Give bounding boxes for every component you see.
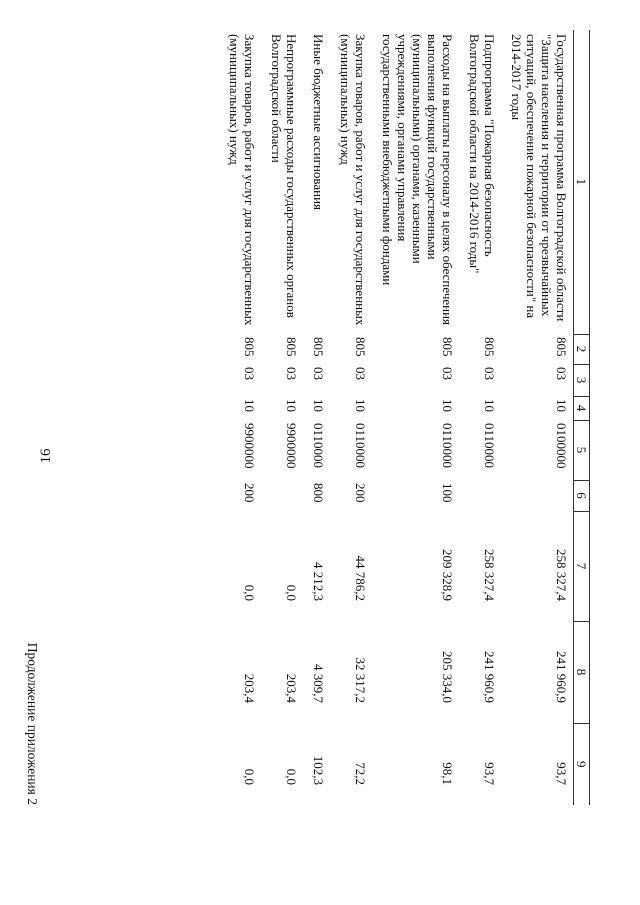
cell-code: 200 xyxy=(353,483,368,503)
cell-code: 0100000 xyxy=(554,423,569,469)
cell-code: 03 xyxy=(311,367,326,380)
table-row xyxy=(303,30,330,805)
cell-code: 10 xyxy=(554,399,569,412)
cell-value: 4 309,7 xyxy=(311,664,326,703)
cell-value: 72,2 xyxy=(353,762,368,785)
cell-value: 44 786,2 xyxy=(353,555,368,601)
cell-value: 4 212,3 xyxy=(311,562,326,601)
cell-value: 203,4 xyxy=(242,673,257,703)
cell-code: 805 xyxy=(482,337,497,357)
cell-value: 258 327,4 xyxy=(482,549,497,601)
column-header: 4 xyxy=(574,396,590,420)
table-row xyxy=(330,30,372,805)
row-name: Расходы на выплаты персоналу в целях обеспечения выполнения функций государственными (муниципальными) органами, казенными учреждениями, органами управления государственными внебюджетными фондами xyxy=(380,34,455,326)
cell-code: 9900000 xyxy=(242,423,257,469)
cell-value: 102,3 xyxy=(311,755,326,785)
cell-code: 805 xyxy=(284,337,299,357)
column-header: 5 xyxy=(574,420,590,480)
cell-code: 10 xyxy=(242,399,257,412)
column-header: 2 xyxy=(574,334,590,364)
cell-code: 100 xyxy=(440,483,455,503)
cell-value: 98,1 xyxy=(440,762,455,785)
cell-code: 805 xyxy=(554,337,569,357)
cell-code: 10 xyxy=(482,399,497,412)
cell-value: 205 334,0 xyxy=(440,651,455,703)
column-header: 6 xyxy=(574,480,590,511)
table-header xyxy=(574,30,590,805)
column-header: 9 xyxy=(574,723,590,805)
cell-code: 0110000 xyxy=(353,423,368,469)
cell-code: 03 xyxy=(242,367,257,380)
column-header: 8 xyxy=(574,621,590,723)
cell-value: 32 317,2 xyxy=(353,657,368,703)
cell-value: 93,7 xyxy=(554,762,569,785)
cell-code: 800 xyxy=(311,483,326,503)
cell-code: 805 xyxy=(353,337,368,357)
table-row xyxy=(372,30,459,805)
column-header: 3 xyxy=(574,364,590,396)
cell-code: 10 xyxy=(353,399,368,412)
cell-value: 241 960,9 xyxy=(482,651,497,703)
page-number: 16 xyxy=(38,448,54,464)
cell-code: 03 xyxy=(353,367,368,380)
cell-code: 10 xyxy=(440,399,455,412)
table-row xyxy=(219,30,261,805)
column-header: 1 xyxy=(574,30,590,334)
cell-value: 203,4 xyxy=(284,673,299,703)
cell-code: 03 xyxy=(440,367,455,380)
appendix-caption: Продолжение приложения 2 xyxy=(25,642,40,805)
budget-table xyxy=(219,30,590,805)
table-row xyxy=(501,30,574,805)
cell-code xyxy=(459,480,501,511)
row-name: Закупка товаров, работ и услуг для государственных (муниципальных) нужд xyxy=(338,34,368,326)
cell-code: 0110000 xyxy=(482,423,497,469)
cell-value: 0,0 xyxy=(242,768,257,785)
column-header: 7 xyxy=(574,511,590,621)
cell-code: 9900000 xyxy=(284,423,299,469)
cell-value: 0,0 xyxy=(284,584,299,601)
cell-value: 0,0 xyxy=(242,584,257,601)
cell-code: 03 xyxy=(554,367,569,380)
row-name: Государственная программа Волгоградской области "Защита населения и территории от чрезвычайных ситуаций, обеспечение пожарной безопасности" на 2014-2017 годы xyxy=(509,34,569,322)
cell-code: 0110000 xyxy=(440,423,455,469)
cell-code: 805 xyxy=(242,337,257,357)
row-name: Непрограммные расходы государственных органов Волгоградской области xyxy=(269,34,299,318)
cell-code: 200 xyxy=(242,483,257,503)
row-name: Закупка товаров, работ и услуг для государственных (муниципальных) нужд xyxy=(227,34,257,326)
cell-code xyxy=(261,480,303,511)
cell-code: 03 xyxy=(284,367,299,380)
cell-value: 241 960,9 xyxy=(554,651,569,703)
table-row xyxy=(459,30,501,805)
cell-code: 10 xyxy=(311,399,326,412)
cell-code: 805 xyxy=(440,337,455,357)
cell-value: 0,0 xyxy=(284,768,299,785)
row-name: Подпрограмма "Пожарная безопасность Волгоградской области на 2014-2016 годы" xyxy=(467,34,497,274)
cell-code: 10 xyxy=(284,399,299,412)
cell-code xyxy=(501,480,574,511)
row-name: Иные бюджетные ассигнования xyxy=(311,34,326,211)
cell-value: 93,7 xyxy=(482,762,497,785)
cell-value: 209 328,9 xyxy=(440,549,455,601)
cell-value: 258 327,4 xyxy=(554,549,569,601)
cell-code: 805 xyxy=(311,337,326,357)
table-row xyxy=(261,30,303,805)
cell-code: 0110000 xyxy=(311,423,326,469)
cell-code: 03 xyxy=(482,367,497,380)
